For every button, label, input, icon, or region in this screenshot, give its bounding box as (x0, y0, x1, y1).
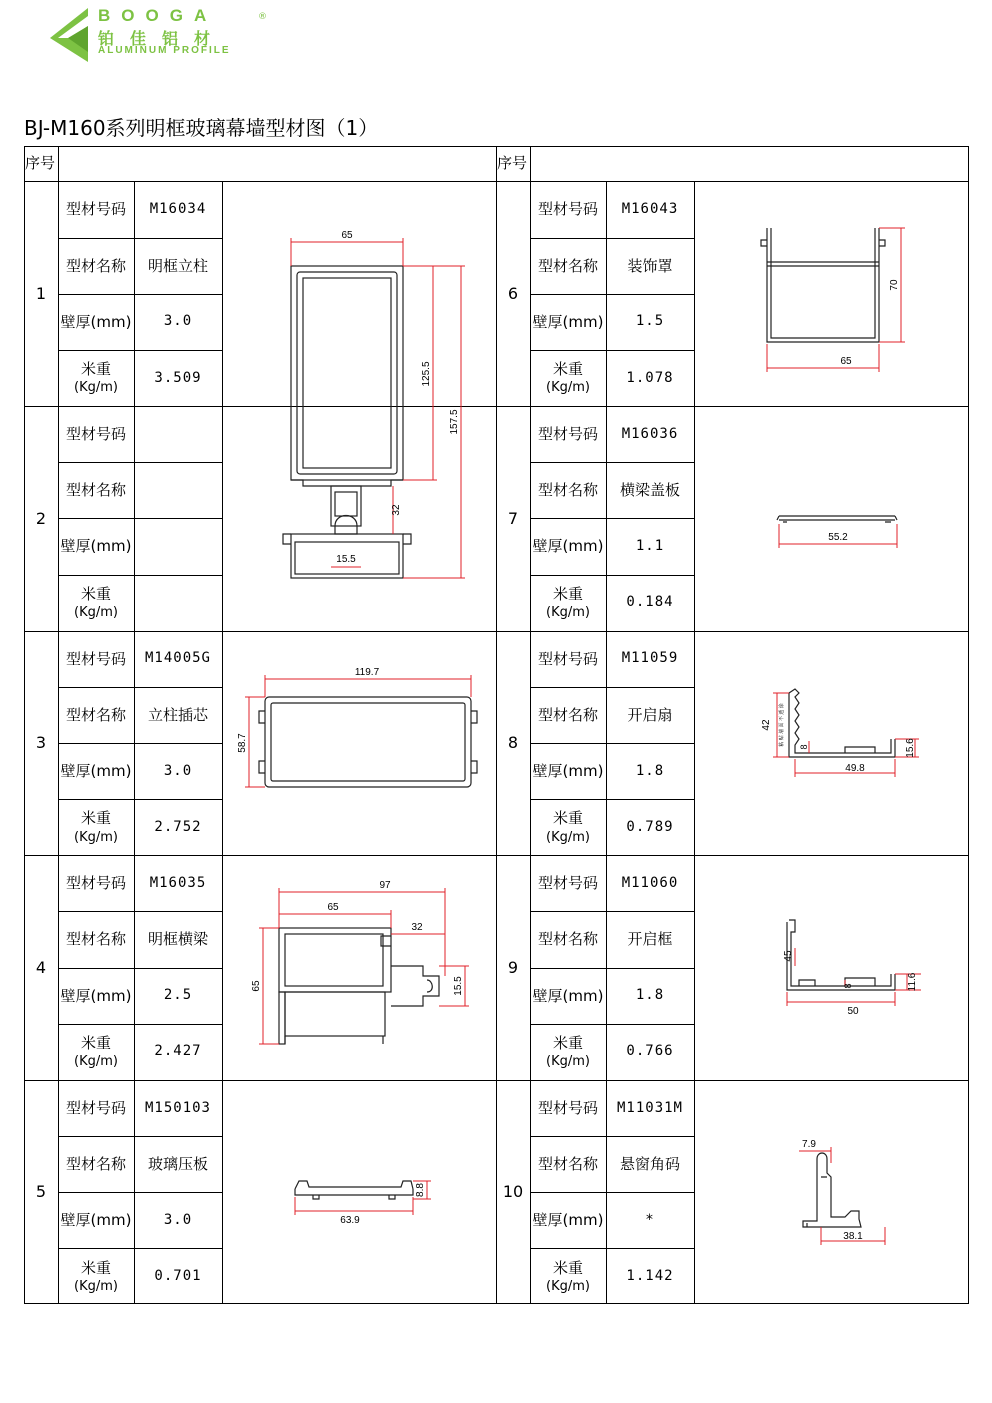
row-serial-number: 9 (507, 957, 519, 977)
dim-wall-label: 8 (799, 744, 809, 750)
label-wall-thickness: 壁厚(mm) (60, 312, 132, 331)
page-title: BJ-M160系列明框玻璃幕墙型材图（1） (24, 116, 379, 140)
label-unit-weight-line1: 米重 (552, 1258, 583, 1277)
dim-arm-width-label: 32 (411, 922, 423, 933)
label-profile-code: 型材号码 (65, 425, 126, 444)
dim-wall-label: 8 (843, 983, 853, 989)
value-profile-name: 玻璃压板 (147, 1154, 208, 1173)
row-serial-number: 3 (35, 733, 47, 753)
label-profile-name: 型材名称 (65, 481, 126, 500)
header-serial-right: 序号 (497, 154, 528, 173)
drawing-profile-9 (695, 856, 969, 1080)
row-serial-number: 10 (502, 1182, 524, 1202)
row-serial-number: 4 (35, 957, 47, 977)
trademark-mark: ® (258, 12, 267, 22)
dim-width-label: 50 (847, 1006, 859, 1017)
value-unit-weight: 0.184 (626, 594, 674, 611)
label-unit-weight (58, 350, 134, 406)
drawing-profile-3 (223, 631, 496, 855)
label-unit-weight-line1: 米重 (80, 1258, 111, 1277)
row-serial-number: 7 (507, 508, 519, 528)
dim-width-label: 65 (840, 356, 852, 367)
row-serial-number: 8 (507, 733, 519, 753)
label-unit-weight-line1: 米重 (80, 809, 111, 828)
brand-name-en: BOOGA (98, 6, 218, 25)
value-unit-weight: 1.078 (626, 369, 674, 386)
label-profile-name: 型材名称 (537, 1154, 598, 1173)
drawing-profile-5 (223, 1081, 496, 1304)
label-unit-weight-line1: 米重 (80, 584, 111, 603)
value-profile-name: 明框横梁 (147, 930, 208, 949)
value-wall-thickness (134, 518, 222, 574)
value-wall-thickness: 1.1 (635, 538, 665, 555)
label-unit-weight-line2: (Kg/m) (74, 604, 118, 620)
brand-subtitle: ALUMINUM PROFILE (98, 45, 231, 56)
dim-height-label: 125.5 (421, 361, 432, 387)
label-profile-code: 型材号码 (537, 200, 598, 219)
dim-stem-height-label: 32 (391, 504, 402, 516)
dim-width-label: 55.2 (828, 532, 848, 543)
value-wall-thickness: 3.0 (163, 762, 193, 779)
label-unit-weight (530, 575, 606, 631)
brand-name-cn: 铂佳铝材 (98, 29, 227, 48)
dim-total-width-label: 97 (379, 880, 391, 891)
value-profile-name: 开启框 (627, 930, 673, 949)
row-serial-number: 2 (35, 508, 47, 528)
value-profile-code: M11060 (621, 874, 679, 891)
label-unit-weight-line1: 米重 (552, 1033, 583, 1052)
label-unit-weight-line1: 米重 (80, 360, 111, 379)
label-unit-weight (58, 799, 134, 855)
dim-height-label: 65 (251, 980, 262, 992)
label-wall-thickness: 壁厚(mm) (532, 312, 604, 331)
value-wall-thickness: 3.0 (163, 313, 193, 330)
label-wall-thickness: 壁厚(mm) (60, 1211, 132, 1230)
label-profile-code: 型材号码 (65, 874, 126, 893)
label-profile-name: 型材名称 (537, 256, 598, 275)
value-unit-weight: 2.427 (154, 1043, 202, 1060)
label-unit-weight (530, 799, 606, 855)
value-profile-code: M14005G (144, 650, 211, 667)
header-serial-left: 序号 (25, 154, 56, 173)
label-unit-weight-line1: 米重 (552, 809, 583, 828)
label-profile-code: 型材号码 (537, 1098, 598, 1117)
dim-width-label: 65 (341, 230, 353, 241)
label-profile-name: 型材名称 (65, 1154, 126, 1173)
dim-height-label: 42 (761, 719, 772, 731)
value-profile-code: M150103 (144, 1099, 211, 1116)
label-profile-name: 型材名称 (65, 930, 126, 949)
value-wall-thickness: 1.8 (635, 762, 665, 779)
dim-note-label: 粘 贴 墙 面 不 透 涂 (779, 703, 785, 747)
dim-total-height-label: 157.5 (449, 409, 460, 435)
label-wall-thickness: 壁厚(mm) (60, 986, 132, 1005)
profile-table (24, 146, 969, 1304)
label-profile-name: 型材名称 (537, 705, 598, 724)
label-unit-weight (530, 1248, 606, 1304)
value-unit-weight: 0.766 (626, 1043, 674, 1060)
dim-stem-width-label: 15.5 (336, 554, 356, 565)
label-profile-name: 型材名称 (65, 256, 126, 275)
label-unit-weight (58, 575, 134, 631)
value-unit-weight (134, 575, 222, 631)
value-profile-code: M16034 (149, 201, 207, 218)
value-wall-thickness: 3.0 (163, 1211, 193, 1228)
value-profile-code: M11059 (621, 650, 679, 667)
value-unit-weight: 2.752 (154, 818, 202, 835)
drawing-profile-7 (695, 406, 969, 630)
value-profile-name (134, 462, 222, 518)
value-profile-name: 明框立柱 (147, 256, 208, 275)
label-wall-thickness: 壁厚(mm) (60, 537, 132, 556)
value-wall-thickness: 2.5 (163, 987, 193, 1004)
value-wall-thickness: 1.5 (635, 313, 665, 330)
label-unit-weight-line2: (Kg/m) (546, 1278, 590, 1294)
label-unit-weight-line2: (Kg/m) (74, 1054, 118, 1070)
dim-lip-label: 7.9 (802, 1139, 816, 1150)
value-profile-code: M11031M (616, 1099, 683, 1116)
value-unit-weight: 1.142 (626, 1267, 674, 1284)
dim-height-label: 45 (783, 950, 794, 962)
drawing-profile-8 (695, 631, 969, 855)
label-profile-code: 型材号码 (537, 425, 598, 444)
dim-width-label: 38.1 (843, 1231, 863, 1242)
value-profile-name: 开启扇 (627, 705, 673, 724)
value-unit-weight: 3.509 (154, 369, 202, 386)
value-profile-name: 装饰罩 (627, 256, 673, 275)
label-profile-code: 型材号码 (537, 874, 598, 893)
value-wall-thickness: * (645, 1211, 655, 1228)
row-serial-number: 1 (35, 284, 47, 303)
label-profile-code: 型材号码 (65, 200, 126, 219)
label-wall-thickness: 壁厚(mm) (60, 761, 132, 780)
dim-lip-height-label: 15.6 (905, 738, 916, 758)
label-unit-weight-line1: 米重 (552, 360, 583, 379)
label-unit-weight-line2: (Kg/m) (74, 380, 118, 396)
label-unit-weight (58, 1248, 134, 1304)
value-profile-name: 悬窗角码 (619, 1154, 680, 1173)
dim-height-label: 70 (889, 279, 900, 291)
value-unit-weight: 0.789 (626, 818, 674, 835)
value-profile-name: 横梁盖板 (619, 481, 680, 500)
label-unit-weight-line2: (Kg/m) (74, 1278, 118, 1294)
dim-width-label: 49.8 (845, 763, 865, 774)
dim-arm-height-label: 15.5 (453, 976, 464, 996)
value-wall-thickness: 1.8 (635, 987, 665, 1004)
label-unit-weight-line2: (Kg/m) (546, 380, 590, 396)
drawing-profile-10 (695, 1081, 969, 1304)
drawing-profile-6 (695, 182, 969, 406)
label-wall-thickness: 壁厚(mm) (532, 761, 604, 780)
row-serial-number: 5 (35, 1182, 47, 1202)
value-profile-code (134, 406, 222, 462)
label-unit-weight-line1: 米重 (80, 1033, 111, 1052)
drawing-profile-1 (223, 182, 496, 631)
dim-height-label: 58.7 (237, 733, 248, 753)
label-unit-weight-line2: (Kg/m) (546, 604, 590, 620)
dim-lip-height-label: 11.6 (907, 972, 918, 992)
dim-body-width-label: 65 (327, 902, 339, 913)
row-serial-number: 6 (507, 284, 519, 303)
label-profile-name: 型材名称 (537, 930, 598, 949)
value-profile-code: M16043 (621, 201, 679, 218)
dim-width-label: 119.7 (354, 667, 380, 678)
label-wall-thickness: 壁厚(mm) (532, 537, 604, 556)
label-unit-weight-line2: (Kg/m) (546, 1054, 590, 1070)
label-unit-weight-line1: 米重 (552, 584, 583, 603)
value-profile-code: M16035 (149, 874, 207, 891)
label-unit-weight (530, 350, 606, 406)
label-unit-weight-line2: (Kg/m) (74, 829, 118, 845)
value-unit-weight: 0.701 (154, 1267, 202, 1284)
label-profile-code: 型材号码 (537, 649, 598, 668)
label-unit-weight (58, 1024, 134, 1080)
label-profile-name: 型材名称 (537, 481, 598, 500)
label-profile-code: 型材号码 (65, 1098, 126, 1117)
label-unit-weight (530, 1024, 606, 1080)
dim-width-label: 63.9 (340, 1215, 360, 1226)
label-wall-thickness: 壁厚(mm) (532, 1211, 604, 1230)
label-wall-thickness: 壁厚(mm) (532, 986, 604, 1005)
label-profile-name: 型材名称 (65, 705, 126, 724)
dim-height-label: 8.8 (415, 1183, 426, 1197)
drawing-profile-4 (223, 856, 496, 1080)
value-profile-name: 立柱插芯 (147, 705, 208, 724)
label-profile-code: 型材号码 (65, 649, 126, 668)
label-unit-weight-line2: (Kg/m) (546, 829, 590, 845)
value-profile-code: M16036 (621, 425, 679, 442)
